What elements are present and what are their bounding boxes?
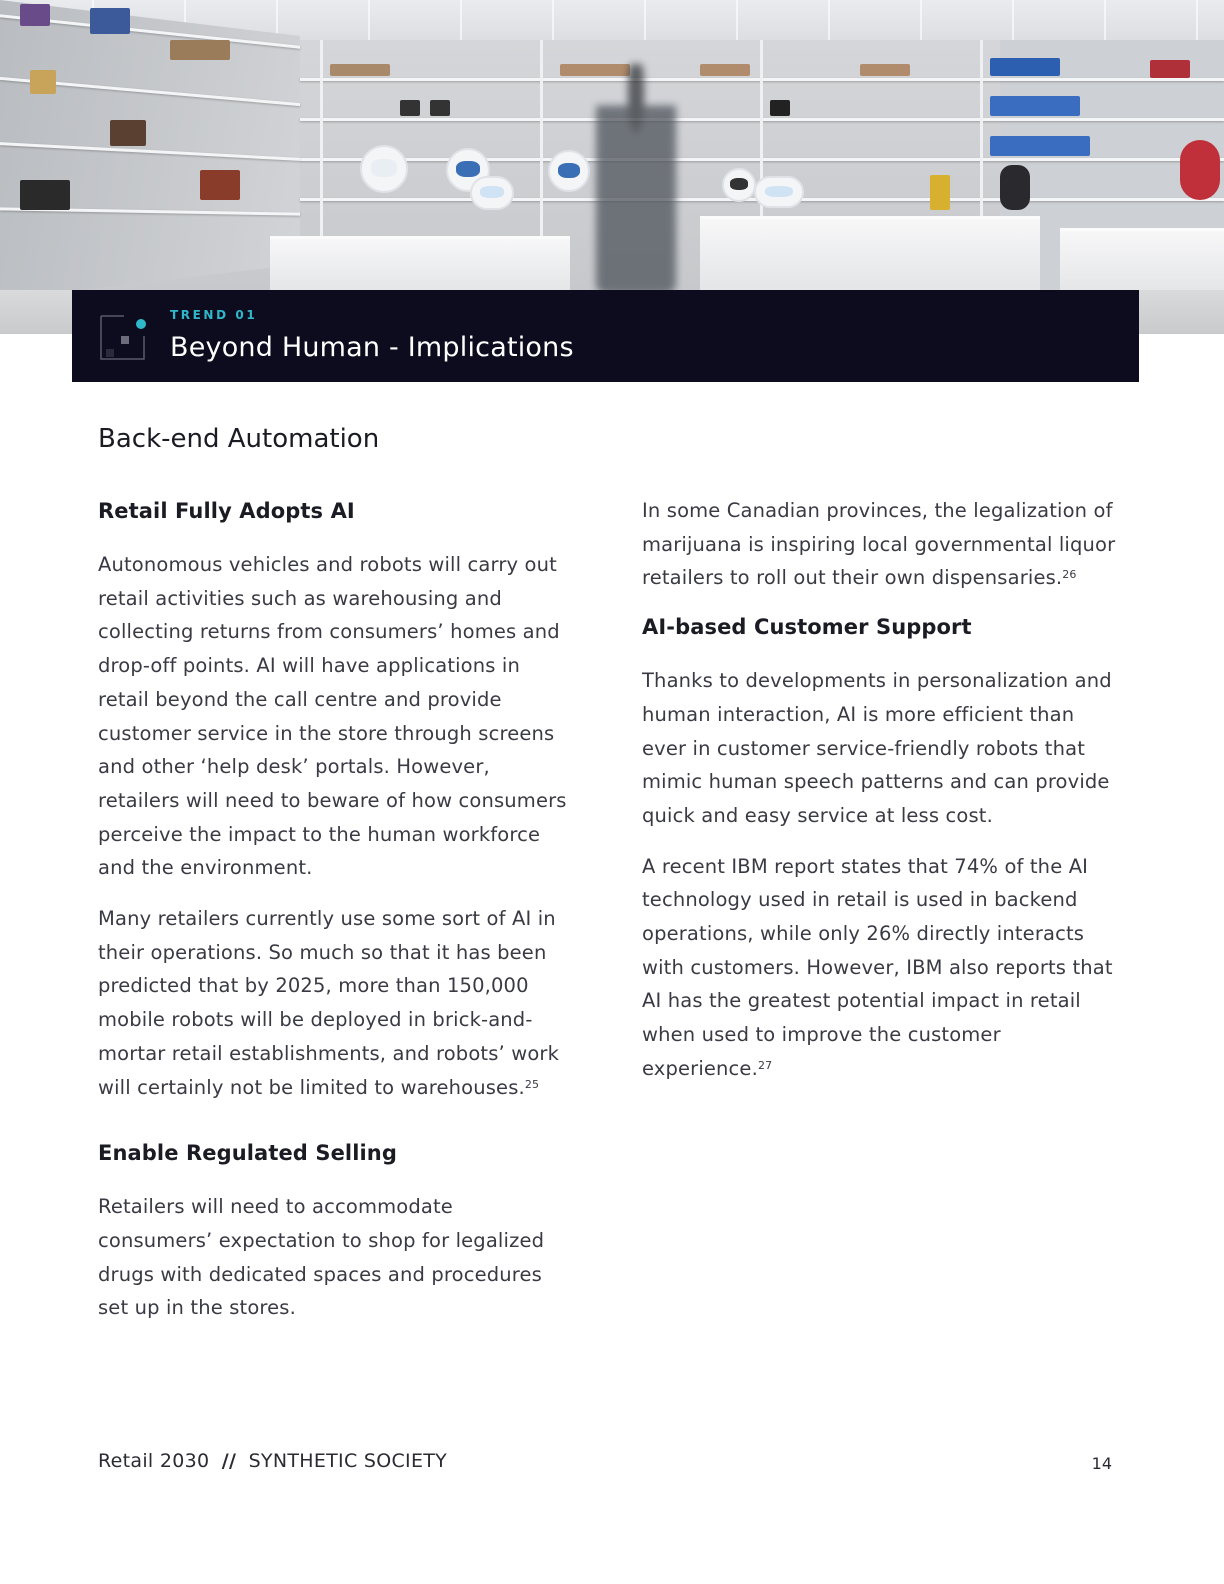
paragraph-canadian-provinces (642, 494, 1117, 595)
footer-separator: // (221, 1450, 237, 1472)
footer (98, 1450, 447, 1472)
paragraph-text: Many retailers currently use some sort of AI in their operations. So much so that it has been predicted that by 2025, more than 150,000 mobile robots will be deployed in brick-and-mortar retail establishments, and robots’ work will certainly not be limited to warehouses. (98, 907, 560, 1099)
paragraph-text: A recent IBM report states that 74% of the AI technology used in retail is used in backend operations, while only 26% directly interacts with customers. However, IBM also reports that AI has the greatest potential impact in retail when used to improve the customer experience. (642, 854, 1113, 1080)
footer-brand: Retail 2030 (98, 1450, 210, 1472)
page-title: Beyond Human - Implications (170, 332, 574, 363)
footnote-ref: 25 (524, 1077, 540, 1091)
trend-logo-icon (98, 312, 146, 360)
paragraph-many-retailers (98, 902, 573, 1104)
heading-enable-regulated-selling: Enable Regulated Selling (98, 1141, 397, 1166)
heading-ai-customer-support: AI-based Customer Support (642, 615, 972, 640)
trend-kicker: TREND 01 (170, 308, 258, 322)
paragraph-autonomous-vehicles: Autonomous vehicles and robots will carry out retail activities such as warehousing and collecting returns from consumers’ homes and drop-off points. AI will have applications in retail beyond the call centre and provide customer service in the store through screens and other ‘help desk’ portals. However, retailers will need to beware of how consumers perceive the impact to the human workforce and the environment. (98, 553, 567, 880)
footer-series: SYNTHETIC SOCIETY (248, 1450, 448, 1472)
hero-photo (0, 0, 1224, 334)
page-number: 14 (1091, 1454, 1112, 1473)
trend-banner (72, 290, 1139, 382)
footnote-ref: 26 (1062, 568, 1077, 582)
blurred-shopper (596, 64, 676, 294)
footnote-ref: 27 (757, 1058, 773, 1072)
right-column (642, 494, 1117, 1103)
paragraph-text: In some Canadian provinces, the legalization of marijuana is inspiring local governmental liquor retailers to roll out their own dispensaries. (642, 499, 1116, 590)
paragraph-retailers-accommodate: Retailers will need to accommodate consumers’ expectation to shop for legalized drugs with dedicated spaces and procedures set up in the stores. (98, 1195, 545, 1320)
paragraph-ibm-report (642, 850, 1117, 1086)
section-title: Back-end Automation (98, 424, 380, 454)
left-column (98, 496, 573, 1342)
heading-retail-fully-adopts-ai: Retail Fully Adopts AI (98, 499, 355, 523)
paragraph-personalization: Thanks to developments in personalization and human interaction, AI is more efficient than ever in customer service-friendly robots that mimic human speech patterns and can provide quick and easy service at less cost. (642, 669, 1112, 827)
